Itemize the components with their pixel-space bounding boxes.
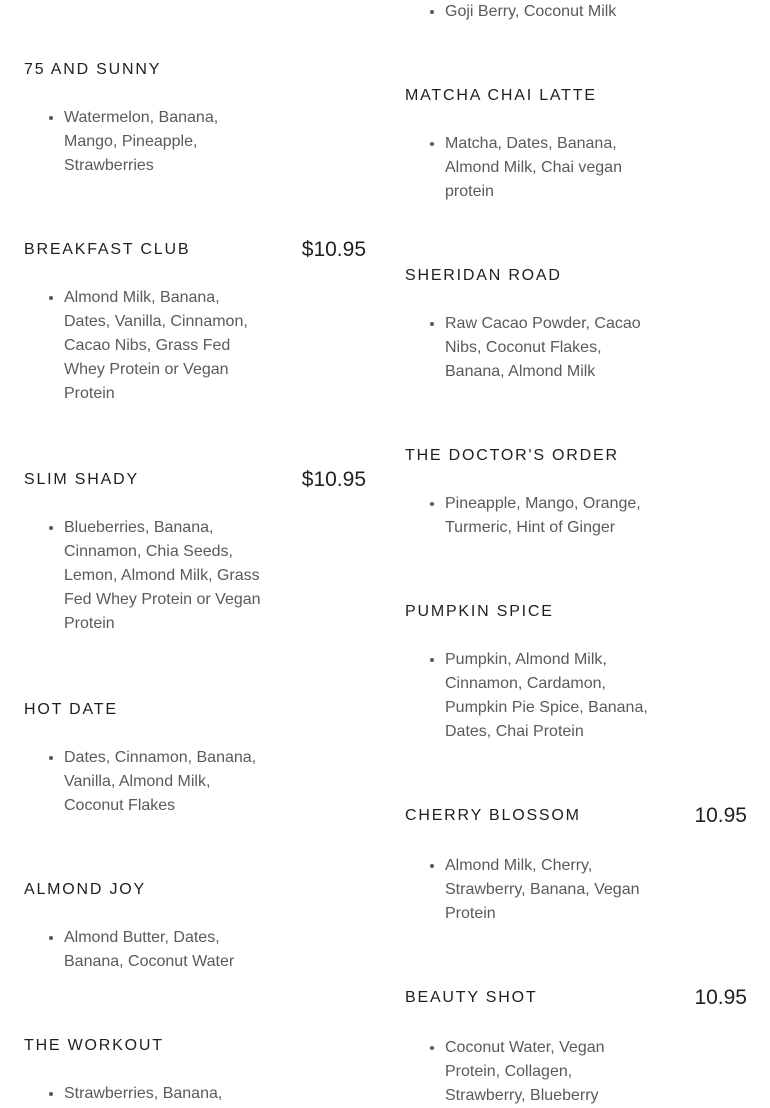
ingredient-list-item: • Almond Butter, Dates, Banana, Coconut Water — [64, 926, 269, 974]
menu-item-name: 75 AND SUNNY — [24, 61, 162, 78]
ingredient-list-item: • Strawberries, Banana, — [64, 1082, 269, 1106]
ingredient-list — [24, 286, 269, 406]
menu-item-price: 10.95 — [694, 986, 747, 1009]
ingredient-list-item: • Coconut Water, Vegan Protein, Collagen, Strawberry, Blueberry — [445, 1036, 650, 1108]
ingredient-list-item: • Pumpkin, Almond Milk, Cinnamon, Cardamon, Pumpkin Pie Spice, Banana, Dates, Chai Protein — [445, 648, 650, 744]
ingredient-list — [405, 492, 650, 540]
menu-item-name: SLIM SHADY — [24, 471, 139, 488]
menu-item-name: MATCHA CHAI LATTE — [405, 87, 597, 104]
menu-item-name: HOT DATE — [24, 701, 118, 718]
menu-item-price: $10.95 — [301, 468, 366, 491]
ingredient-list — [24, 926, 269, 974]
ingredient-list-item: • Pineapple, Mango, Orange, Turmeric, Hint of Ginger — [445, 492, 650, 540]
ingredient-list — [405, 132, 650, 204]
menu-item-name: BEAUTY SHOT — [405, 989, 538, 1006]
menu-item-name: THE WORKOUT — [24, 1037, 164, 1054]
menu-item-name: BREAKFAST CLUB — [24, 241, 191, 258]
menu-item-name: THE DOCTOR'S ORDER — [405, 447, 619, 464]
ingredient-list-item: • Goji Berry, Coconut Milk — [445, 0, 650, 24]
menu-item-name: SHERIDAN ROAD — [405, 267, 562, 284]
ingredient-list — [405, 1036, 650, 1108]
menu-item-name: PUMPKIN SPICE — [405, 603, 554, 620]
ingredient-list — [24, 106, 269, 178]
menu-item-name: ALMOND JOY — [24, 881, 147, 898]
ingredient-list — [405, 0, 650, 24]
menu-item-price: 10.95 — [694, 804, 747, 827]
ingredient-list-item: • Matcha, Dates, Banana, Almond Milk, Chai vegan protein — [445, 132, 650, 204]
ingredient-list — [24, 516, 269, 636]
ingredient-list-item: • Blueberries, Banana, Cinnamon, Chia Seeds, Lemon, Almond Milk, Grass Fed Whey Protein or Vegan Protein — [64, 516, 269, 636]
ingredient-list-item: • Watermelon, Banana, Mango, Pineapple, Strawberries — [64, 106, 269, 178]
ingredient-list — [405, 648, 650, 744]
ingredient-list-item: • Dates, Cinnamon, Banana, Vanilla, Almond Milk, Coconut Flakes — [64, 746, 269, 818]
ingredient-list-item: • Almond Milk, Banana, Dates, Vanilla, Cinnamon, Cacao Nibs, Grass Fed Whey Protein or Vegan Protein — [64, 286, 269, 406]
ingredient-list-item: • Raw Cacao Powder, Cacao Nibs, Coconut Flakes, Banana, Almond Milk — [445, 312, 650, 384]
ingredient-list — [24, 1082, 269, 1106]
menu-item-name: CHERRY BLOSSOM — [405, 807, 581, 824]
ingredient-list — [405, 312, 650, 384]
menu-item-price: $10.95 — [301, 238, 366, 261]
ingredient-list — [405, 854, 650, 926]
ingredient-list-item: • Almond Milk, Cherry, Strawberry, Banana, Vegan Protein — [445, 854, 650, 926]
ingredient-list — [24, 746, 269, 818]
